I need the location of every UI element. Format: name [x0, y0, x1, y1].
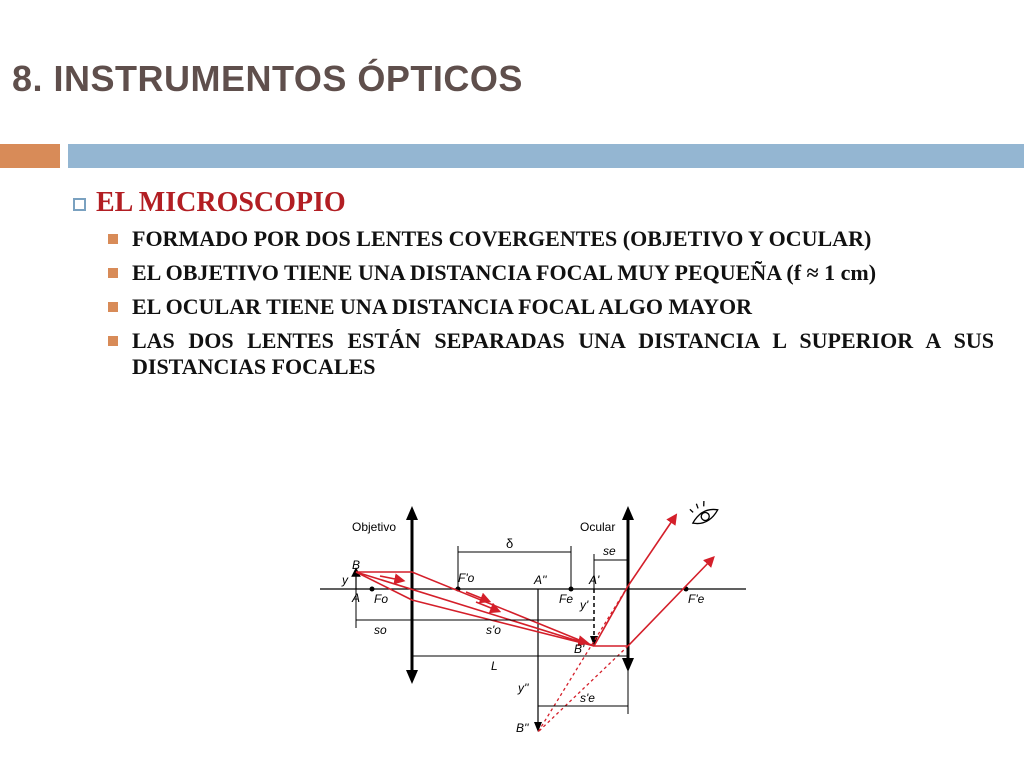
label-B: B: [352, 558, 361, 572]
content-section: [73, 186, 993, 388]
label-y-dblprime: y'': [518, 681, 529, 695]
label-A: A: [352, 591, 361, 605]
list-item: FORMADO POR DOS LENTES COVERGENTES (OBJETIVO Y OCULAR): [106, 226, 994, 252]
label-L: L: [491, 659, 498, 673]
title-accent-bar-blue: [68, 144, 1024, 168]
label-A-prime: A': [589, 573, 600, 587]
label-Fo: Fo: [374, 592, 389, 606]
label-A-dblprime: A'': [534, 573, 547, 587]
section-heading: EL MICROSCOPIO: [96, 187, 346, 218]
title-accent-bar-orange: [0, 144, 60, 168]
label-Fo-prime: F'o: [458, 571, 475, 585]
eye-icon: [687, 500, 720, 526]
label-se: se: [603, 544, 616, 558]
label-B-prime: B': [574, 642, 585, 656]
list-item: LAS DOS LENTES ESTÁN SEPARADAS UNA DISTANCIA L SUPERIOR A SUS DISTANCIAS FOCALES: [106, 328, 994, 380]
section-heading-row: [73, 186, 993, 220]
bullet-list: [73, 226, 993, 380]
label-Fe: Fe: [559, 592, 574, 606]
label-y-prime: y': [580, 598, 589, 612]
label-se-prime: s'e: [580, 691, 595, 705]
list-item: EL OBJETIVO TIENE UNA DISTANCIA FOCAL MUY PEQUEÑA (f ≈ 1 cm): [106, 260, 994, 286]
objective-lens: [406, 506, 418, 684]
label-ocular: Ocular: [580, 520, 616, 534]
list-item: EL OCULAR TIENE UNA DISTANCIA FOCAL ALGO MAYOR: [106, 294, 994, 320]
slide-title: 8. INSTRUMENTOS ÓPTICOS: [12, 58, 523, 99]
label-B-dblprime: B'': [516, 721, 529, 735]
microscope-ray-diagram: [316, 500, 756, 745]
square-bullet-icon: [73, 198, 86, 211]
label-delta: δ: [506, 536, 514, 551]
label-Fe-prime: F'e: [688, 592, 705, 606]
label-so: so: [374, 623, 387, 637]
label-objetivo: Objetivo: [352, 520, 397, 534]
label-so-prime: s'o: [486, 623, 501, 637]
label-y: y: [342, 573, 348, 587]
